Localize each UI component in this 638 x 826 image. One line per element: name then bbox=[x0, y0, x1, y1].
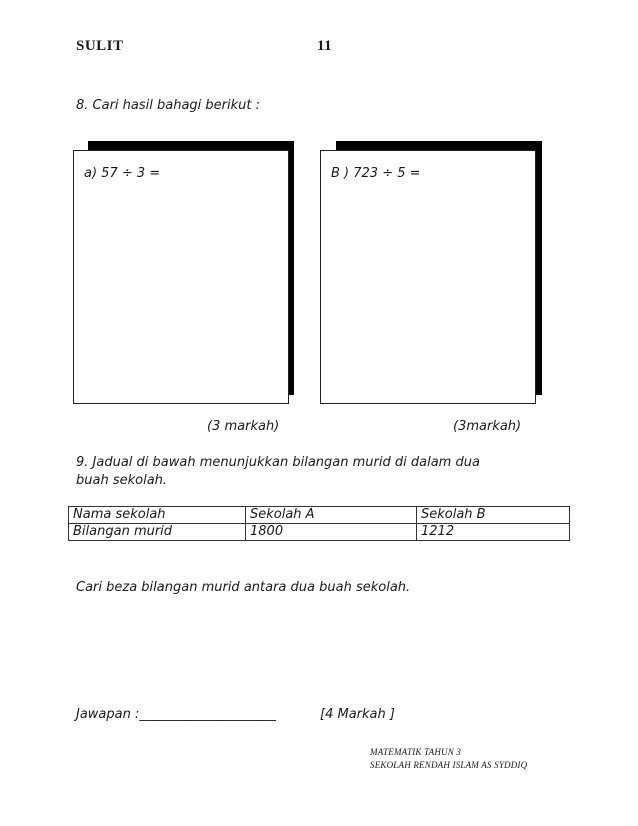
question-9-question: Cari beza bilangan murid antara dua buah sekolah. bbox=[76, 580, 411, 595]
table-cell: Sekolah B bbox=[417, 507, 570, 524]
answer-line[interactable]: Jawapan :_____________________ bbox=[76, 707, 276, 722]
school-table bbox=[68, 506, 570, 541]
marks-a: (3 markah) bbox=[207, 419, 280, 434]
table-row bbox=[69, 524, 570, 541]
header-sulit: SULIT bbox=[76, 38, 124, 54]
question-9-prompt-line2: buah sekolah. bbox=[76, 473, 168, 488]
table-cell: 1212 bbox=[417, 524, 570, 541]
footer-school: SEKOLAH RENDAH ISLAM AS SYDDIQ bbox=[370, 760, 528, 770]
question-9-prompt-line1: 9. Jadual di bawah menunjukkan bilangan murid di dalam dua bbox=[76, 455, 480, 470]
box-a-frame bbox=[73, 150, 289, 404]
page-number: 11 bbox=[317, 38, 333, 54]
marks-q9: [4 Markah ] bbox=[320, 707, 395, 722]
marks-b: (3markah) bbox=[453, 419, 522, 434]
table-row bbox=[69, 507, 570, 524]
table-cell: Nama sekolah bbox=[69, 507, 246, 524]
question-8-prompt: 8. Cari hasil bahagi berikut : bbox=[76, 98, 261, 113]
table-cell: 1800 bbox=[246, 524, 417, 541]
table-cell: Bilangan murid bbox=[69, 524, 246, 541]
table-cell: Sekolah A bbox=[246, 507, 417, 524]
box-a-label: a) 57 ÷ 3 = bbox=[84, 166, 161, 181]
box-b-frame bbox=[320, 150, 536, 404]
box-b-label: B ) 723 ÷ 5 = bbox=[331, 166, 421, 181]
footer-subject: MATEMATIK TAHUN 3 bbox=[370, 747, 462, 757]
